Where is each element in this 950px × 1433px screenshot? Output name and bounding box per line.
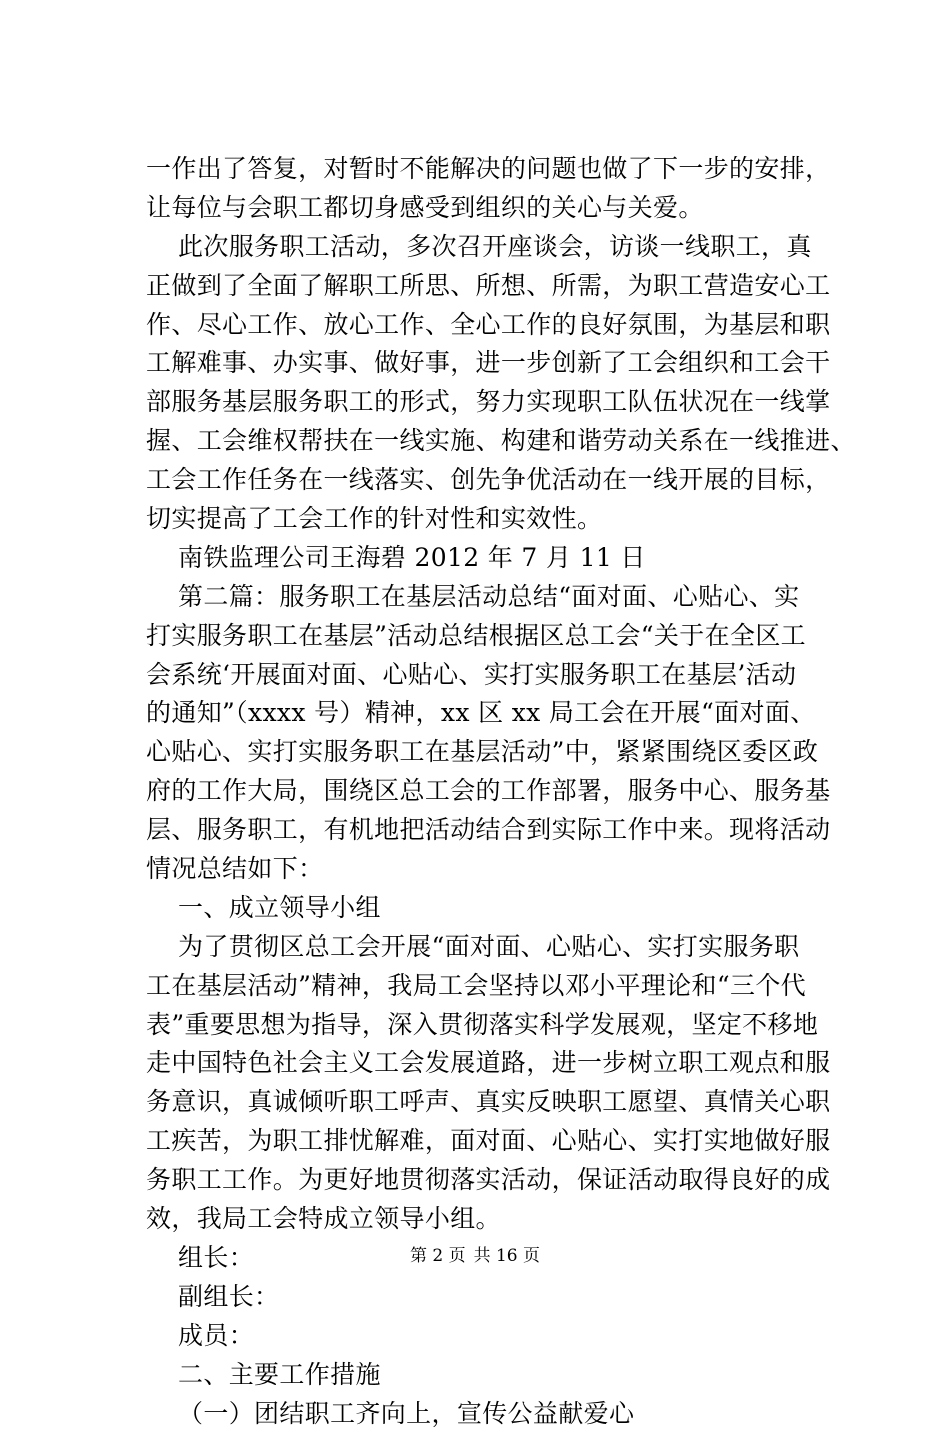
- text-line: 部服务基层服务职工的形式，努力实现职工队伍状况在一线掌: [146, 383, 826, 422]
- text-line: 走中国特色社会主义工会发展道路，进一步树立职工观点和服: [146, 1044, 826, 1083]
- text-line: 打实服务职工在基层”活动总结根据区总工会“关于在全区工: [146, 617, 826, 656]
- text-line: 的通知”（xxxx 号）精神，xx 区 xx 局工会在开展“面对面、: [146, 694, 826, 733]
- text-line: （一）团结职工齐向上，宣传公益献爱心: [146, 1395, 826, 1433]
- text-line: 府的工作大局，围绕区总工会的工作部署，服务中心、服务基: [146, 772, 826, 811]
- text-line: 会系统‘开展面对面、心贴心、实打实服务职工在基层’活动: [146, 656, 826, 695]
- page-footer: [0, 1244, 950, 1268]
- text-line: 工在基层活动”精神，我局工会坚持以邓小平理论和“三个代: [146, 967, 826, 1006]
- text-line: 务意识，真诚倾听职工呼声、真实反映职工愿望、真情关心职: [146, 1083, 826, 1122]
- text-line: 切实提高了工会工作的针对性和实效性。: [146, 500, 826, 539]
- text-line: 让每位与会职工都切身感受到组织的关心与关爱。: [146, 189, 826, 228]
- text-line: 务职工工作。为更好地贯彻落实活动，保证活动取得良好的成: [146, 1161, 826, 1200]
- text-line: 表”重要思想为指导，深入贯彻落实科学发展观，坚定不移地: [146, 1006, 826, 1045]
- text-line: 组长：: [146, 1239, 826, 1278]
- text-line: 情况总结如下：: [146, 850, 826, 889]
- text-line: 工会工作任务在一线落实、创先争优活动在一线开展的目标，: [146, 461, 826, 500]
- page-total: 共 16 页: [474, 1244, 540, 1268]
- text-line: 成员：: [146, 1317, 826, 1356]
- text-line: 正做到了全面了解职工所思、所想、所需，为职工营造安心工: [146, 267, 826, 306]
- text-line: 副组长：: [146, 1278, 826, 1317]
- text-line: 层、服务职工，有机地把活动结合到实际工作中来。现将活动: [146, 811, 826, 850]
- text-line: 工解难事、办实事、做好事，进一步创新了工会组织和工会干: [146, 344, 826, 383]
- text-line: 南铁监理公司王海碧 2012 年 7 月 11 日: [146, 539, 826, 578]
- document-body: [146, 150, 826, 1433]
- page-number: 第 2 页: [410, 1244, 466, 1268]
- text-line: 为了贯彻区总工会开展“面对面、心贴心、实打实服务职: [146, 928, 826, 967]
- text-line: 一作出了答复，对暂时不能解决的问题也做了下一步的安排，: [146, 150, 826, 189]
- text-line: 效，我局工会特成立领导小组。: [146, 1200, 826, 1239]
- text-line: 心贴心、实打实服务职工在基层活动”中，紧紧围绕区委区政: [146, 733, 826, 772]
- text-line: 工疾苦，为职工排忧解难，面对面、心贴心、实打实地做好服: [146, 1122, 826, 1161]
- text-line: 第二篇：服务职工在基层活动总结“面对面、心贴心、实: [146, 578, 826, 617]
- text-line: 二、主要工作措施: [146, 1356, 826, 1395]
- text-line: 此次服务职工活动，多次召开座谈会，访谈一线职工，真: [146, 228, 826, 267]
- text-line: 一、成立领导小组: [146, 889, 826, 928]
- text-line: 作、尽心工作、放心工作、全心工作的良好氛围，为基层和职: [146, 306, 826, 345]
- text-line: 握、工会维权帮扶在一线实施、构建和谐劳动关系在一线推进、: [146, 422, 826, 461]
